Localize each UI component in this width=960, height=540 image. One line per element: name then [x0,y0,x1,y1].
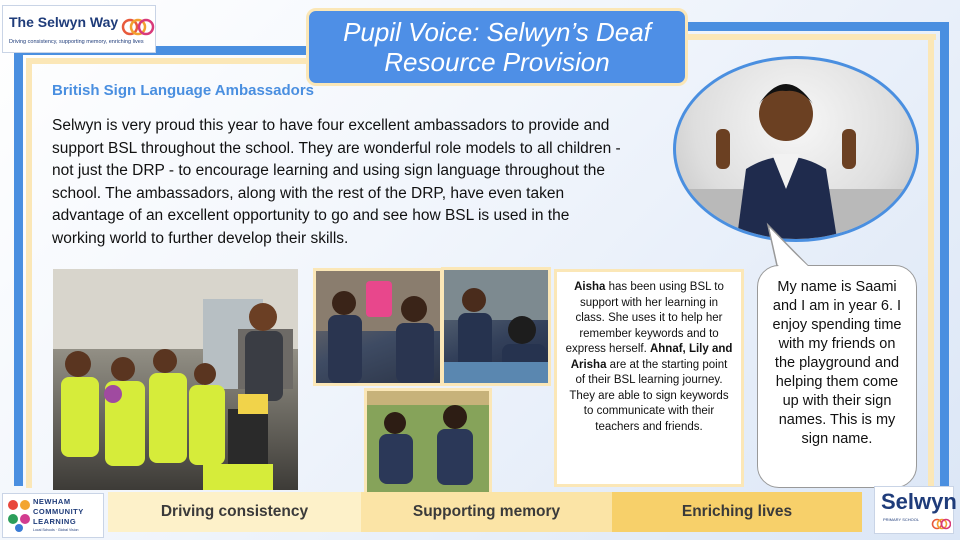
pupils-signing-photo [441,267,551,386]
frame-bar [680,34,936,40]
speech-bubble [757,265,917,488]
saami-portrait [673,56,919,242]
caption-text-group: are at the starting point of their BSL learning journey. They are able to sign keywords to communicate with their teachers and friends. [569,358,729,433]
partner-logo-line3: LEARNING [33,517,77,526]
slide-title-box [306,8,688,86]
partner-logo-line1: NEWHAM [33,497,71,506]
partner-logo-tagline: Local Schools · Global Vision [33,528,79,532]
caption-text-aisha: has been using BSL to support with her learning in class. She uses it to help her remember keywords and to express herself. [565,281,724,355]
slide-title: Pupil Voice: Selwyn’s Deaf Resource Provision [343,17,651,77]
section-heading: British Sign Language Ambassadors [52,82,314,99]
workplace-visit-photo [53,269,298,490]
pupil-caption [554,269,744,487]
selwyn-way-logo [2,5,156,53]
frame-bar [14,46,23,486]
logo-tagline: Driving consistency, supporting memory, enriching lives [9,39,144,45]
frame-bar [940,22,949,492]
photo-illustration [53,269,298,490]
value-driving-consistency: Driving consistency [108,492,361,532]
logo-title: The Selwyn Way [9,14,119,30]
school-logo-text: Selwyn [881,489,957,514]
rings-icon [931,517,951,531]
playground-signing-photo [364,388,492,499]
people-icon [5,497,33,533]
speech-bubble-text: My name is Saami and I am in year 6. I enjoy spending time with my friends on the playground and helping them come up with their sign names. This is my sign name. [772,279,902,447]
photo-illustration [316,271,440,383]
school-logo-sub: PRIMARY SCHOOL [883,517,920,522]
newham-community-learning-logo [2,493,104,538]
rings-icon [121,15,155,39]
photo-illustration [367,391,489,496]
portrait-illustration [676,59,919,242]
aisha-signing-photo [313,268,443,386]
selwyn-school-logo [874,486,957,534]
partner-logo-line2: COMMUNITY [33,507,84,516]
caption-names-group: Ahnaf, Lily and Arisha [570,343,733,371]
caption-name-aisha: Aisha [574,281,606,293]
frame-bar [680,22,948,31]
value-supporting-memory: Supporting memory [361,492,612,532]
frame-bar [928,34,934,494]
frame-bar [26,58,326,64]
photo-illustration [444,270,548,383]
value-enriching-lives: Enriching lives [612,492,862,532]
frame-bar [26,58,32,488]
intro-paragraph: Selwyn is very proud this year to have four excellent ambassadors to provide and support BSL throughout the school. They are wonderful role models to all children - not just the DRP - to encourage learning and using sign language throughout the school. The ambassadors, along with the rest of the DRP, have even taken advantage of an excellent opportunity to go and see how BSL is used in the working world to further develop their skills. [52,117,621,247]
